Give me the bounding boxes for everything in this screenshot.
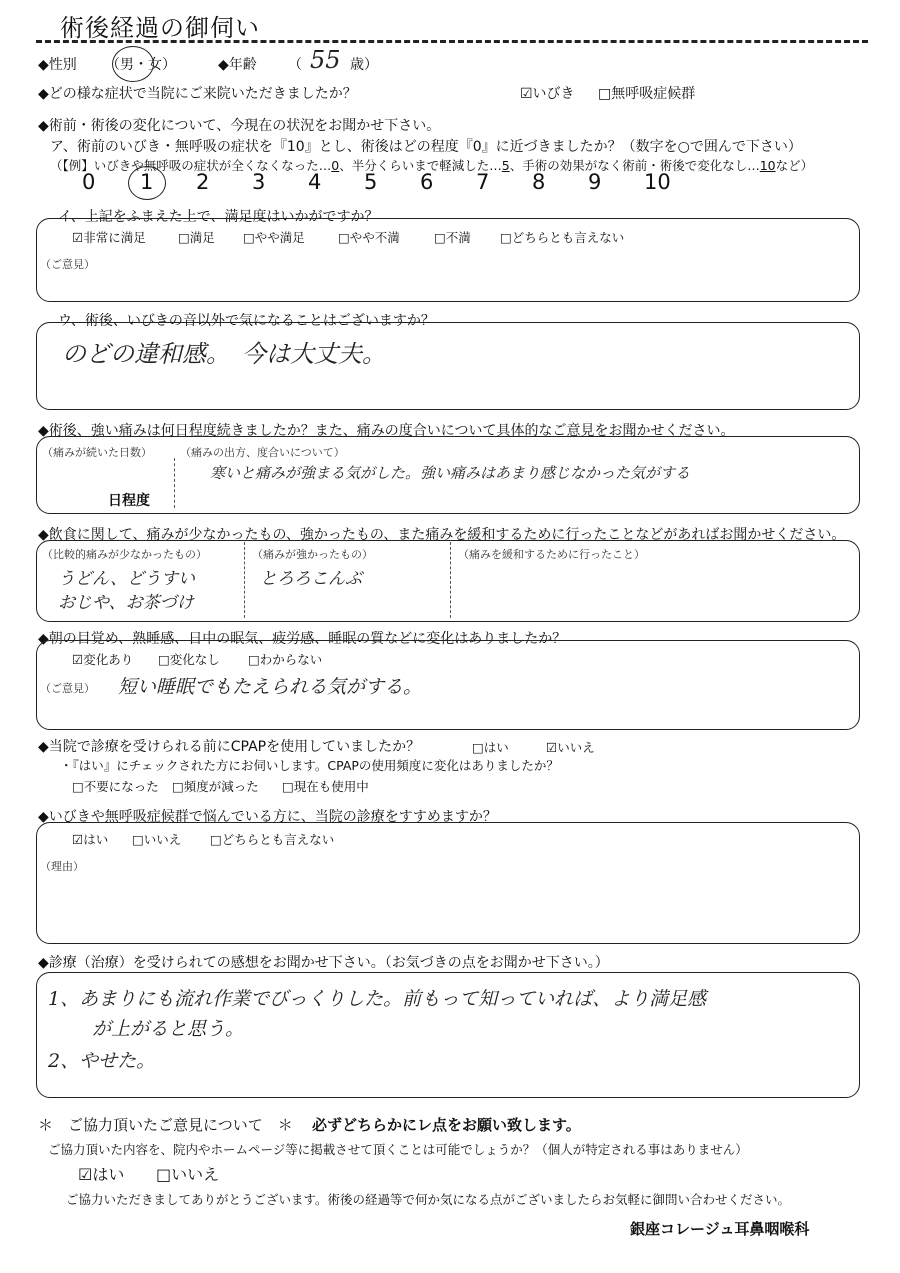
scale-0[interactable]: 0 — [82, 170, 96, 194]
recommend-yes-checkbox[interactable]: ☑はい — [72, 832, 109, 847]
cpap-still-using-checkbox[interactable]: □現在も使用中 — [282, 779, 369, 794]
food-divider-2 — [450, 542, 451, 618]
pain-divider — [174, 458, 175, 508]
change-example-5: 5 — [501, 158, 510, 173]
cpap-unneeded-checkbox[interactable]: □不要になった — [72, 779, 159, 794]
scale-8[interactable]: 8 — [532, 170, 546, 194]
age-value: 55 — [310, 46, 341, 74]
satisfaction-dissatisfied-checkbox[interactable]: □不満 — [434, 230, 471, 245]
change-question-a: ア、術前のいびき・無呼吸の症状を『10』とし、術後はどの程度『0』に近づきましたか？（数字を○で囲んで下さい） — [50, 139, 802, 155]
change-example-10: 10 — [759, 158, 776, 173]
satisfaction-satisfied-checkbox[interactable]: □満足 — [178, 230, 215, 245]
symptom-apnea-checkbox[interactable]: □無呼吸症候群 — [598, 86, 696, 102]
age-label: ◆年齢 — [218, 57, 257, 73]
pain-question: ◆術後、強い痛みは何日程度続きましたか？また、痛みの度合いについて具体的なご意見をお聞かせください。 — [38, 423, 735, 439]
age-close: 歳） — [350, 57, 378, 73]
pain-degree-label: （痛みの出方、度合いについて） — [180, 446, 345, 459]
change-example-0: 0 — [331, 158, 340, 173]
satisfaction-somewhat-satisfied-checkbox[interactable]: □やや満足 — [243, 230, 305, 245]
recommend-no-checkbox[interactable]: □いいえ — [132, 832, 182, 847]
satisfaction-opinion-label: （ご意見） — [40, 258, 95, 271]
scale-9[interactable]: 9 — [588, 170, 602, 194]
scale-4[interactable]: 4 — [308, 170, 322, 194]
scale-1[interactable]: 1 — [140, 170, 154, 194]
change-example-a: （【例】いびきや無呼吸の症状が全くなくなった… — [50, 158, 332, 173]
impression-line-2: が上がると思う。 — [92, 1018, 245, 1040]
food-col1-label: （比較的痛みが少なかったもの） — [42, 548, 207, 561]
impression-line-1: 1、あまりにも流れ作業でびっくりした。前もって知っていれば、より満足感 — [48, 988, 707, 1010]
pain-days-label: （痛みが続いた日数） — [42, 446, 152, 459]
morning-unknown-checkbox[interactable]: □わからない — [248, 652, 323, 667]
page-title: 術後経過の御伺い — [60, 14, 260, 42]
change-example-c: 、手術の効果がなく術前・術後で変化なし… — [509, 158, 760, 173]
food-col2-label: （痛みが強かったもの） — [252, 548, 373, 561]
scale-2[interactable]: 2 — [196, 170, 210, 194]
food-divider-1 — [244, 542, 245, 618]
impression-line-3: 2、やせた。 — [48, 1050, 156, 1072]
food-col1-answer-1: うどん、どうすい — [58, 569, 196, 589]
food-col2-answer: とろろこんぶ — [260, 569, 362, 589]
concern-answer: のどの違和感。 今は大丈夫。 — [62, 340, 386, 368]
consent-question: ご協力頂いた内容を、院内やホームページ等に掲載させて頂くことは可能でしょうか？（個人が特定される事はありません） — [48, 1142, 748, 1157]
food-col3-label: （痛みを緩和するために行ったこと） — [458, 548, 645, 561]
morning-question: ◆朝の目覚め、熟睡感、日中の眠気、疲労感、睡眠の質などに変化はありましたか？ — [38, 631, 567, 647]
cpap-reduced-checkbox[interactable]: □頻度が減った — [172, 779, 259, 794]
satisfaction-somewhat-dissatisfied-checkbox[interactable]: □やや不満 — [338, 230, 400, 245]
cpap-sub-question: ・『はい』にチェックされた方にお伺いします。CPAPの使用頻度に変化はありましたか？ — [60, 758, 559, 773]
scale-10[interactable]: 10 — [644, 170, 671, 194]
thanks-text: ご協力いただきましてありがとうございます。術後の経過等で何か気になる点がございましたらお気軽に御問い合わせください。 — [66, 1192, 791, 1207]
age-open: （ — [288, 57, 302, 73]
impression-question: ◆診療（治療）を受けられての感想をお聞かせ下さい。（お気づきの点をお聞かせ下さい。） — [38, 955, 609, 971]
scale-6[interactable]: 6 — [420, 170, 434, 194]
satisfaction-very-satisfied-checkbox[interactable]: ☑非常に満足 — [72, 230, 146, 245]
food-col1-answer-2: おじや、お茶づけ — [58, 593, 194, 613]
scale-3[interactable]: 3 — [252, 170, 266, 194]
consent-header-a: ＊ ご協力頂いたご意見について ＊ — [38, 1116, 293, 1134]
recommend-question: ◆いびきや無呼吸症候群で悩んでいる方に、当院の診療をすすめますか？ — [38, 809, 497, 825]
gender-value: （男・女） — [106, 57, 176, 73]
change-example-d: など） — [775, 158, 814, 173]
morning-answer: 短い睡眠でもたえられる気がする。 — [118, 676, 423, 698]
satisfaction-question: イ、上記をふまえた上で、満足度はいかがですか？ — [58, 209, 379, 225]
gender-label: ◆性別 — [38, 57, 77, 73]
concern-question: ウ、術後、いびきの音以外で気になることはございますか？ — [58, 313, 435, 329]
consent-yes-checkbox[interactable]: ☑はい — [78, 1165, 125, 1184]
change-question: ◆術前・術後の変化について、今現在の状況をお聞かせ下さい。 — [38, 118, 441, 134]
morning-opinion-label: （ご意見） — [40, 682, 95, 695]
scale-5[interactable]: 5 — [364, 170, 378, 194]
morning-changed-checkbox[interactable]: ☑変化あり — [72, 652, 134, 667]
pain-degree-answer: 寒いと痛みが強まる気がした。強い痛みはあまり感じなかった気がする — [210, 464, 691, 482]
gender-circle-mark — [112, 46, 154, 82]
consent-header-b: 必ずどちらかにレ点をお願い致します。 — [312, 1116, 581, 1134]
food-question: ◆飲食に関して、痛みが少なかったもの、強かったもの、また痛みを緩和するために行ったことなどがあればお聞かせください。 — [38, 527, 846, 543]
symptom-question: ◆どの様な症状で当院にご来院いただきましたか？ — [38, 86, 357, 102]
scale-selected-circle-mark — [128, 166, 166, 200]
title-divider — [36, 40, 868, 43]
cpap-question: ◆当院で診療を受けられる前にCPAPを使用していましたか？ — [38, 739, 421, 755]
recommend-neutral-checkbox[interactable]: □どちらとも言えない — [210, 832, 335, 847]
morning-unchanged-checkbox[interactable]: □変化なし — [158, 652, 220, 667]
clinic-name: 銀座コレージュ耳鼻咽喉科 — [630, 1220, 810, 1238]
scale-7[interactable]: 7 — [476, 170, 490, 194]
change-example-b: 、半分くらいまで軽減した… — [339, 158, 502, 173]
recommend-reason-label: （理由） — [40, 860, 84, 873]
consent-no-checkbox[interactable]: □いいえ — [156, 1165, 220, 1184]
pain-days-unit: 日程度 — [108, 493, 150, 509]
cpap-yes-checkbox[interactable]: □はい — [472, 740, 509, 755]
cpap-no-checkbox[interactable]: ☑いいえ — [546, 740, 595, 755]
satisfaction-neutral-checkbox[interactable]: □どちらとも言えない — [500, 230, 625, 245]
symptom-snoring-checkbox[interactable]: ☑いびき — [520, 86, 575, 102]
